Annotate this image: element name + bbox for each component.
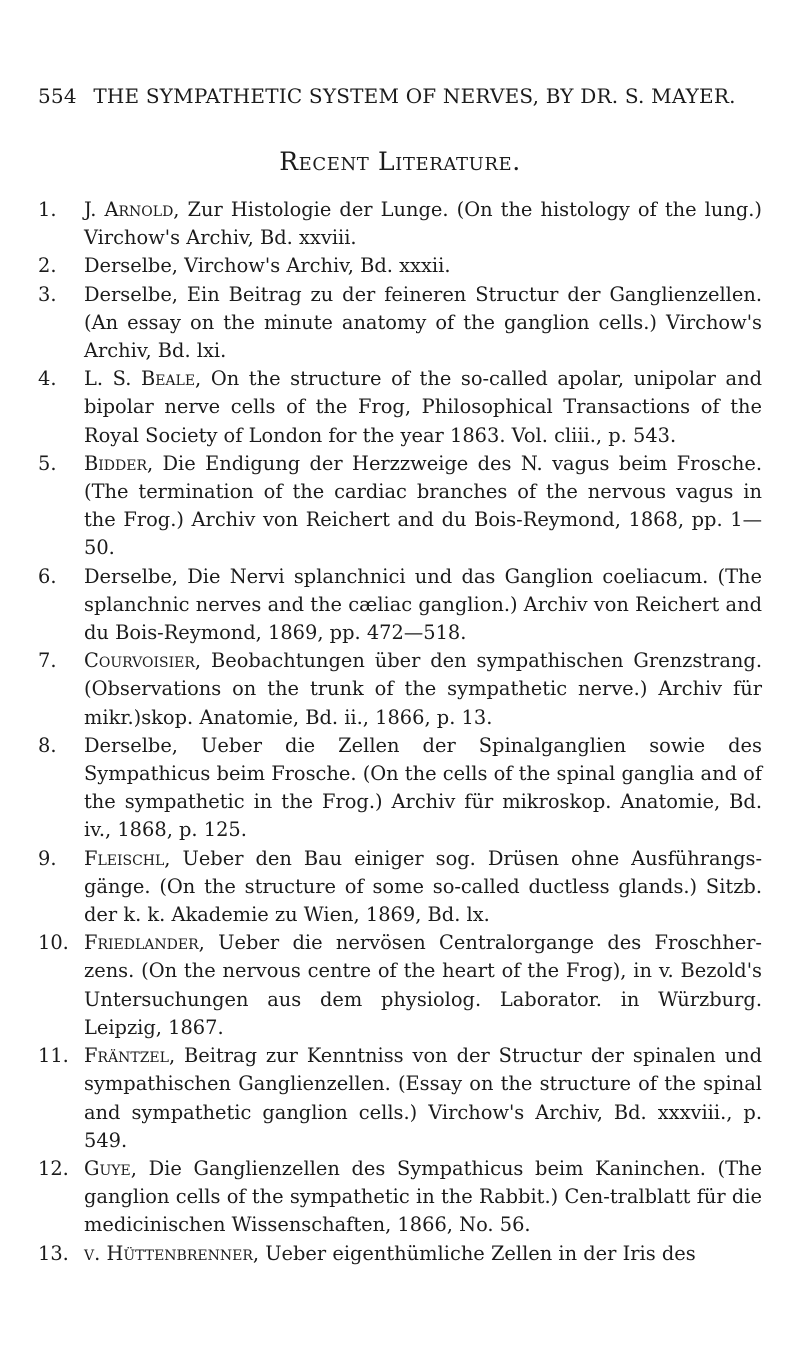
reference-text: Die Ganglienzellen des Sympathicus beim Kaninchen. (The ganglion cells of the sympathetic in the Rabbit.) Cen-tralblatt für die medicinischen Wissenschaften, 1866, No. 56.: [84, 1156, 762, 1237]
reference-item: [0, 845, 800, 930]
reference-number: 7.: [38, 649, 57, 673]
reference-item: [0, 252, 800, 280]
reference-number: 13.: [38, 1241, 69, 1265]
reference-author: Courvoisier,: [84, 649, 202, 673]
reference-number: 4.: [38, 367, 57, 391]
reference-text: Derselbe, Ueber die Zellen der Spinalganglien sowie des Sympathicus beim Frosche. (On the cells of the spinal ganglia and of the sympathetic in the Frog.) Archiv für mikroskop. Anatomie, Bd. iv., 1868, p. 125.: [84, 733, 762, 842]
reference-number: 9.: [38, 846, 57, 870]
reference-number: 5.: [38, 451, 57, 475]
reference-text: Ueber den Bau einiger sog. Drüsen ohne Ausführangs-gänge. (On the structure of some so-called ductless glands.) Sitzb. der k. k. Akademie zu Wien, 1869, Bd. lx.: [84, 846, 762, 927]
reference-number: 12.: [38, 1156, 69, 1180]
reference-item: [0, 563, 800, 648]
reference-item: [0, 450, 800, 563]
reference-text: Ueber eigenthümliche Zellen in der Iris des: [265, 1241, 696, 1265]
reference-author: v. Hüttenbrenner,: [84, 1241, 260, 1265]
reference-author: J. Arnold,: [84, 198, 180, 221]
reference-author: Fleischl,: [84, 846, 171, 870]
reference-text: Die Endigung der Herzzweige des N. vagus beim Frosche. (The termination of the cardiac branches of the nervous vagus in the Frog.) Archiv von Reichert and du Bois-Reymond, 1868, pp. 1—50.: [84, 451, 762, 560]
reference-text: Beitrag zur Kenntniss von der Structur der spinalen und sympathischen Ganglienzellen. (Essay on the structure of the spinal and sympathetic ganglion cells.) Virchow's Archiv, Bd. xxxviii., p. 549.: [84, 1044, 763, 1152]
reference-author: Bidder,: [84, 451, 154, 475]
running-title: THE SYMPATHETIC SYSTEM OF NERVES, BY DR. S. MAYER.: [93, 84, 736, 108]
reference-item: [0, 732, 800, 845]
reference-text: Derselbe, Virchow's Archiv, Bd. xxxii.: [84, 254, 451, 278]
page-number: 554: [38, 84, 77, 108]
reference-number: 1.: [38, 198, 57, 221]
reference-text: On the structure of the so-called apolar, unipolar and bipolar nerve cells of the Frog, Philosophical Transactions of the Royal Society of London for the year 1863. Vol. cliii., p. 543.: [84, 367, 762, 447]
reference-item: [0, 281, 800, 366]
reference-text: Beobachtungen über den sympathischen Grenzstrang. (Observations on the trunk of the sympathetic nerve.) Archiv für mikr.)skop. Anatomie, Bd. ii., 1866, p. 13.: [84, 649, 762, 729]
reference-number: 8.: [38, 733, 57, 757]
reference-author: Guye,: [84, 1156, 137, 1180]
reference-number: 3.: [38, 282, 57, 306]
reference-item: [0, 1155, 800, 1240]
reference-number: 11.: [38, 1044, 69, 1068]
reference-author: Fräntzel,: [84, 1044, 176, 1068]
reference-item: [0, 196, 800, 252]
section-title: Recent Literature.: [279, 147, 521, 176]
reference-text: Derselbe, Ein Beitrag zu der feineren Structur der Ganglienzellen. (An essay on the minute anatomy of the ganglion cells.) Virchow's Archiv, Bd. lxi.: [84, 282, 762, 363]
reference-text: Ueber die nervösen Centralorgange des Froschher-zens. (On the nervous centre of the heart of the Frog), in v. Bezold's Untersuchungen aus dem physiolog. Laborator. in Würzburg. Leipzig, 1867.: [84, 931, 762, 1039]
reference-item: [0, 1042, 800, 1155]
reference-item: [0, 1240, 800, 1268]
reference-text: Zur Histologie der Lunge. (On the histology of the lung.) Virchow's Archiv, Bd. xxviii.: [84, 198, 762, 250]
reference-author: Friedlander,: [84, 931, 205, 955]
reference-author: L. S. Beale,: [84, 367, 202, 391]
running-head: [38, 84, 758, 108]
reference-number: 6.: [38, 564, 57, 588]
reference-number: 10.: [38, 931, 69, 955]
reference-text: Derselbe, Die Nervi splanchnici und das Ganglion coeliacum. (The splanchnic nerves and the cæliac ganglion.) Archiv von Reichert and du Bois-Reymond, 1869, pp. 472—518.: [84, 564, 762, 645]
reference-item: [0, 365, 800, 450]
reference-number: 2.: [38, 254, 57, 278]
reference-list: [0, 196, 800, 1268]
reference-item: [0, 929, 800, 1042]
reference-item: [0, 647, 800, 732]
